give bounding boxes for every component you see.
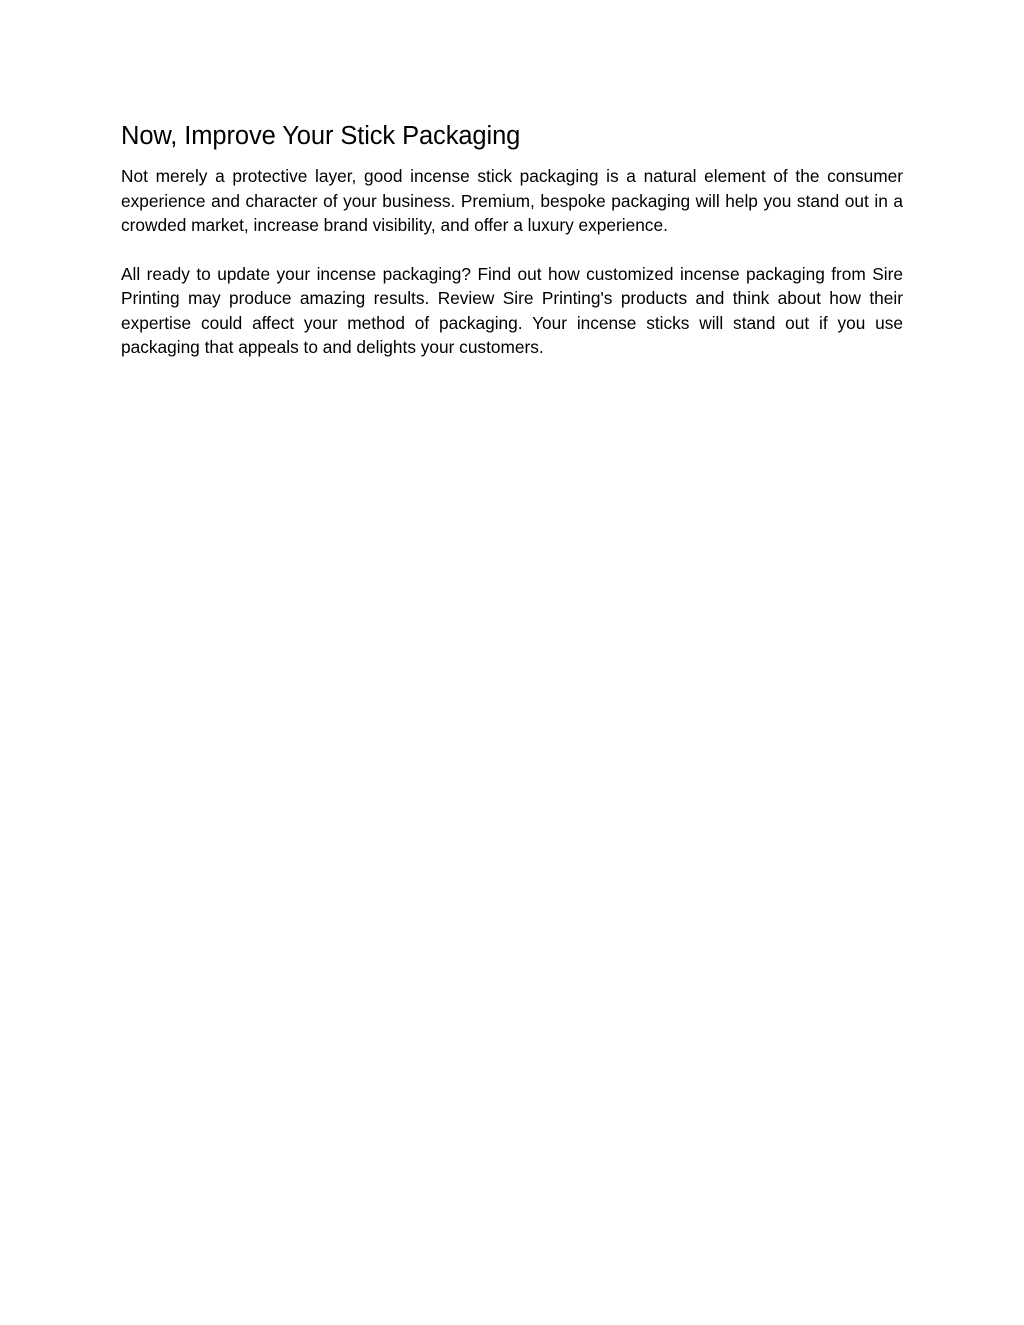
call-to-action-paragraph: All ready to update your incense packaging? Find out how customized incense packaging from Sire Printing may produce amazing results. Review Sire Printing's products and think about how their expertise could affect your method of packaging. Your incense sticks will stand out if you use packaging that appeals to and delights your customers.: [121, 263, 903, 357]
document-page: [121, 118, 903, 360]
intro-paragraph: Not merely a protective layer, good incense stick packaging is a natural element of the consumer experience and character of your business. Premium, bespoke packaging will help you stand out in a crowded market, increase brand visibility, and offer a luxury experience.: [121, 166, 903, 235]
section-heading: Now, Improve Your Stick Packaging: [121, 122, 521, 150]
